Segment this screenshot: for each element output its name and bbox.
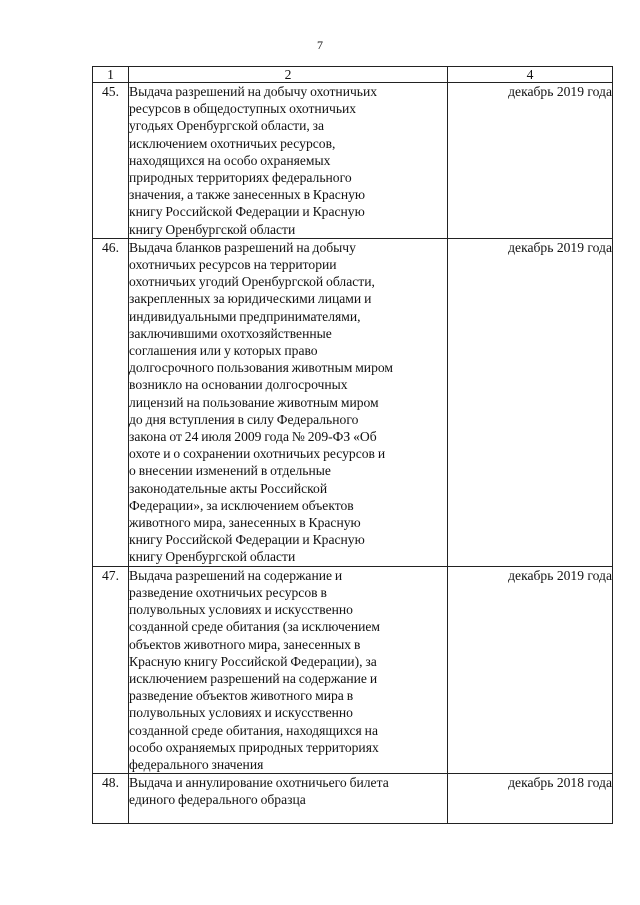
row-deadline: декабрь 2019 года [448, 566, 613, 773]
table-row [93, 238, 613, 566]
description-line: особо охраняемых природных территориях [129, 739, 379, 755]
row-deadline: декабрь 2019 года [448, 83, 613, 239]
description-line: полувольных условиях и искусственно [129, 705, 353, 721]
description-line: индивидуальными предпринимателями, [129, 308, 361, 324]
column-header-description: 2 [129, 67, 448, 83]
row-description [129, 566, 448, 773]
description-line: объектов животного мира, занесенных в [129, 636, 361, 652]
description-line: законодательные акты Российской [129, 480, 328, 496]
description-line: Красную книгу Российской Федерации), за [129, 653, 377, 669]
description-line: заключившими охотхозяйственные [129, 325, 332, 341]
row-description [129, 774, 448, 823]
description-line: книгу Оренбургской области [129, 549, 296, 565]
description-line: о внесении изменений в отдельные [129, 463, 331, 479]
description-line: соглашения или у которых право [129, 343, 318, 359]
description-line: Выдача и аннулирование охотничьего билета [129, 775, 389, 791]
row-number: 48. [93, 774, 129, 823]
description-line: Выдача бланков разрешений на добычу [129, 239, 356, 255]
description-line: находящихся на особо охраняемых [129, 152, 331, 168]
row-description [129, 238, 448, 566]
schedule-table [92, 66, 613, 824]
description-line: книгу Российской Федерации и Красную [129, 532, 365, 548]
description-line: разведение охотничьих ресурсов в [129, 584, 327, 600]
description-line: природных территориях федерального [129, 170, 352, 186]
description-line: книгу Российской Федерации и Красную [129, 204, 365, 220]
row-number: 45. [93, 83, 129, 239]
description-line: до дня вступления в силу Федерального [129, 411, 359, 427]
description-line: единого федерального образца [129, 792, 306, 808]
row-description [129, 83, 448, 239]
table-row [93, 566, 613, 773]
description-line: возникло на основании долгосрочных [129, 377, 348, 393]
description-line: Выдача разрешений на добычу охотничьих [129, 84, 378, 99]
page-number: 7 [317, 38, 323, 52]
column-header-number: 1 [93, 67, 129, 83]
row-number: 46. [93, 238, 129, 566]
description-line: федерального значения [129, 756, 264, 772]
description-line: Выдача разрешений на содержание и [129, 567, 343, 583]
description-line: разведение объектов животного мира в [129, 688, 354, 704]
description-line: созданной среде обитания, находящихся на [129, 722, 378, 738]
description-line: Федерации», за исключением объектов [129, 497, 354, 513]
table-header-row [93, 67, 613, 83]
row-number: 47. [93, 566, 129, 773]
description-line: долгосрочного пользования животным миром [129, 360, 394, 376]
description-line: охотничьих угодий Оренбургской области, [129, 274, 375, 290]
table-row [93, 83, 613, 239]
description-line: книгу Оренбургской области [129, 221, 296, 237]
description-line: угодьях Оренбургской области, за [129, 118, 325, 134]
description-line: охотничьих ресурсов на территории [129, 257, 337, 273]
column-header-deadline: 4 [448, 67, 613, 83]
row-deadline: декабрь 2018 года [448, 774, 613, 823]
description-line: исключением охотничьих ресурсов, [129, 135, 336, 151]
description-line: значения, а также занесенных в Красную [129, 187, 366, 203]
description-line: полувольных условиях и искусственно [129, 602, 353, 618]
description-line: закрепленных за юридическими лицами и [129, 291, 372, 307]
description-line: животного мира, занесенных в Красную [129, 515, 361, 531]
description-line: закона от 24 июля 2009 года № 209-ФЗ «Об [129, 429, 377, 445]
description-line: охоте и о сохранении охотничьих ресурсов и [129, 446, 386, 462]
description-line: лицензий на пользование животным миром [129, 394, 379, 410]
description-line: ресурсов в общедоступных охотничьих [129, 101, 357, 117]
table-row [93, 774, 613, 823]
description-line: исключением разрешений на содержание и [129, 670, 378, 686]
table-body [93, 83, 613, 824]
row-deadline: декабрь 2019 года [448, 238, 613, 566]
description-line: созданной среде обитания (за исключением [129, 619, 381, 635]
